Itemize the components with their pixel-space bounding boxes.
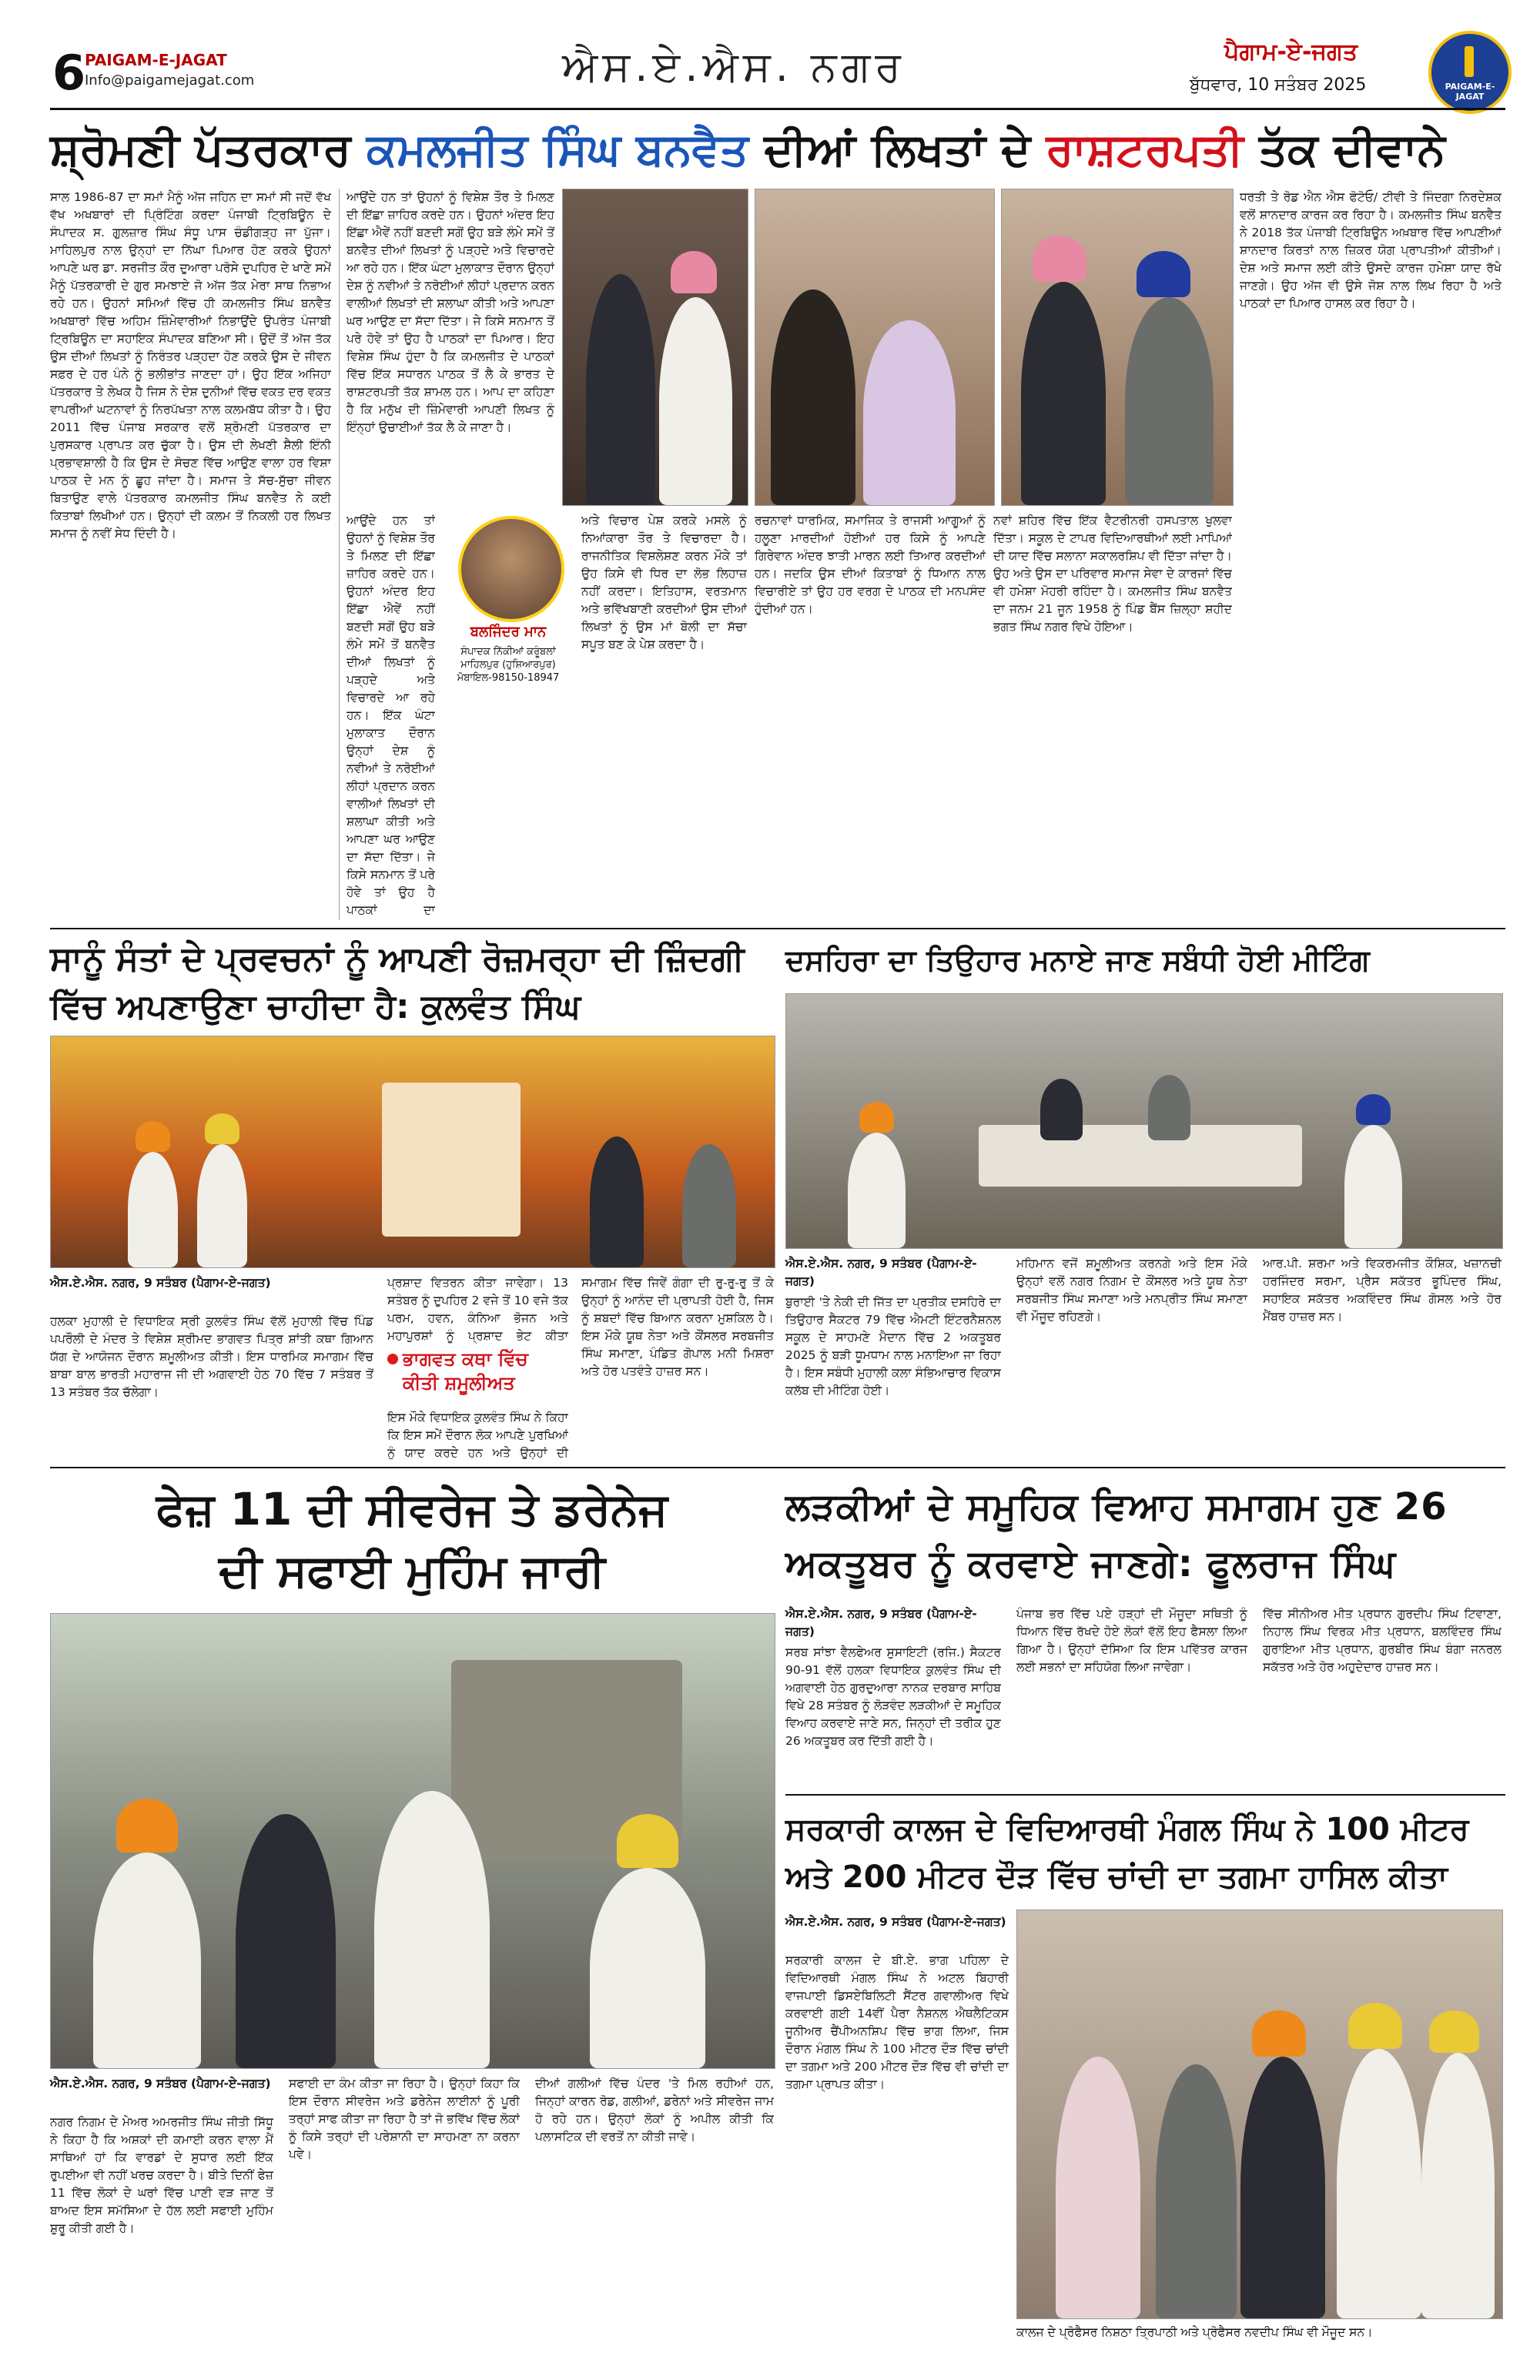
lead-column-3: ਅਤੇ ਵਿਚਾਰ ਪੇਸ਼ ਕਰਕੇ ਮਸਲੇ ਨੂੰ ਨਿਆਂਕਾਰਾ ਤੌਰ ਤੇ ਵਿਚਾਰਦਾ ਹੈ। ਰਾਜਨੀਤਿਕ ਵਿਸ਼ਲੇਸ਼ਣ ਕਰਨ ਮੌਕੇ ਤਾਂ ਉਹ ਕਿਸੇ ਵੀ ਧਿਰ ਦਾ ਲੋਭ ਲਿਹਾਜ਼ ਨਹੀਂ ਕਰਦਾ। ਇਤਿਹਾਸ, ਵਰਤਮਾਨ ਅਤੇ ਭਵਿੱਖਬਾਣੀ ਕਰਦੀਆਂ ਉਸ ਦੀਆਂ ਲਿਖਤਾਂ ਨੂੰ ਉਸ ਮਾਂ ਬੋਲੀ ਦਾ ਸੱਚਾ ਸਪੂਤ ਬਣ ਕੇ ਪੇਸ਼ ਕਰਦਾ ਹੈ। bbox=[581, 514, 747, 651]
turban-figure bbox=[1252, 2010, 1306, 2057]
author-card bbox=[443, 516, 574, 708]
headline-line: ਦੀ ਸਫਾਈ ਮੁਹਿੰਮ ਜਾਰੀ bbox=[219, 1545, 605, 1597]
lead-column-2: ਆਉਂਦੇ ਹਨ ਤਾਂ ਉਹਨਾਂ ਨੂੰ ਵਿਸ਼ੇਸ਼ ਤੌਰ ਤੇ ਮਿਲਣ ਦੀ ਇੱਛਾ ਜ਼ਾਹਿਰ ਕਰਦੇ ਹਨ। ਉਹਨਾਂ ਅੰਦਰ ਇਹ ਇੱਛਾ ਐਵੇਂ ਨਹੀਂ ਬਣਦੀ ਸਗੋਂ ਉਹ ਬੜੇ ਲੰਮੇ ਸਮੇਂ ਤੋਂ ਬਨਵੈਤ ਦੀਆਂ ਲਿਖਤਾਂ ਨੂੰ ਪੜ੍ਹਦੇ ਅਤੇ ਵਿਚਾਰਦੇ ਆ ਰਹੇ ਹਨ। ਇੱਕ ਘੰਟਾ ਮੁਲਾਕਾਤ ਦੌਰਾਨ ਉਨ੍ਹਾਂ ਦੇਸ਼ ਨੂੰ ਨਵੀਆਂ ਤੇ ਨਰੋਈਆਂ ਲੀਹਾਂ ਪ੍ਰਦਾਨ ਕਰਨ ਵਾਲੀਆਂ ਲਿਖਤਾਂ ਦੀ ਸ਼ਲਾਘਾ ਕੀਤੀ ਅਤੇ ਆਪਣਾ ਘਰ ਆਉਣ ਦਾ ਸੱਦਾ ਦਿੱਤਾ। ਜੇ ਕਿਸੇ ਸਨਮਾਨ ਤੋਂ ਪਰੇ ਹੋਵੇ ਤਾਂ ਉਹ ਹੈ ਪਾਠਕਾਂ ਦਾ ਪਿਆਰ। ਇਹ ਵਿਸ਼ੇਸ਼ ਸਿੰਘ ਹੁੰਦਾ ਹੈ ਕਿ ਕਮਲਜੀਤ ਦੇ ਪਾਠਕਾਂ ਵਿੱਚ ਇੱਕ ਸਧਾਰਨ ਪਾਠਕ ਤੋਂ ਲੈ ਕੇ ਭਾਰਤ ਦੇ ਰਾਸ਼ਟਰਪਤੀ ਤੱਕ ਸ਼ਾਮਲ ਹਨ। ਆਪ ਦਾ ਕਹਿਣਾ ਹੈ ਕਿ ਮਨੁੱਖ ਦੀ ਜ਼ਿੰਮੇਵਾਰੀ ਆਪਣੀ ਲਿਖਤ ਨੂੰ ਇੰਨ੍ਹਾਂ ਉਚਾਈਆਂ ਤੱਕ ਲੈ ਕੇ ਜਾਣਾ ਹੈ। bbox=[346, 190, 554, 434]
turban-figure bbox=[136, 1121, 170, 1152]
person-figure bbox=[586, 274, 655, 505]
person-figure bbox=[1240, 2057, 1325, 2318]
dussehra-dateline bbox=[785, 1255, 1001, 1290]
athlete-caption: ਕਾਲਜ ਦੇ ਪ੍ਰੋਫੈਸਰ ਨਿਸ਼ਠਾ ਤ੍ਰਿਪਾਠੀ ਅਤੇ ਪ੍ਰੋਫੈਸਰ ਨਵਦੀਪ ਸਿੰਘ ਵੀ ਮੌਜੂਦ ਸਨ। bbox=[1016, 2325, 1373, 2339]
dateline: ਐਸ.ਏ.ਐਸ. ਨਗਰ, 9 ਸਤੰਬਰ (ਪੈਗਾਮ-ਏ-ਜਗਤ) bbox=[50, 1276, 271, 1290]
kulwant-column-2: ਪ੍ਰਸ਼ਾਦ ਵਿਤਰਨ ਕੀਤਾ ਜਾਵੇਗਾ। 13 ਸਤੰਬਰ ਨੂੰ ਦੁਪਹਿਰ 2 ਵਜੇ ਤੋਂ 10 ਵਜੇ ਤੱਕ ਪਰਮ, ਹਵਨ, ਕੰਨਿਆ ਭੋਜਨ ਅਤੇ ਮਹਾਪੁਰਸ਼ਾਂ ਨੂੰ ਪ੍ਰਸ਼ਾਦ ਭੇਟ ਕੀਤਾ bbox=[387, 1276, 568, 1343]
section-rule bbox=[785, 1794, 1505, 1796]
sewerage-column-3: ਦੀਆਂ ਗਲੀਆਂ ਵਿੱਚ ਪੰਦਰ 'ਤੇ ਮਿਲ ਰਹੀਆਂ ਹਨ, ਜਿਨ੍ਹਾਂ ਕਾਰਨ ਰੋਡ, ਗਲੀਆਂ, ਡਰੇਨਾਂ ਅਤੇ ਸੀਵਰੇਜ ਜਾਮ ਹੋ ਰਹੇ ਹਨ। ਉਨ੍ਹਾਂ ਲੋਕਾਂ ਨੂੰ ਅਪੀਲ ਕੀਤੀ ਕਿ ਪਲਾਸਟਿਕ ਦੀ ਵਰਤੋਂ ਨਾ ਕੀਤੀ ਜਾਵੇ। bbox=[535, 2077, 774, 2144]
torch-icon bbox=[1465, 46, 1474, 77]
paper-logo bbox=[1428, 31, 1512, 114]
turban-figure bbox=[205, 1113, 239, 1144]
contact-email[interactable]: Info@paigamejagat.com bbox=[85, 72, 255, 89]
lead-column-1: ਸਾਲ 1986-87 ਦਾ ਸਮਾਂ ਮੈਨੂੰ ਅੱਜ ਜਹਿਨ ਦਾ ਸਮਾਂ ਸੀ ਜਦੋਂ ਵੱਖ ਵੱਖ ਅਖਬਾਰਾਂ ਦੀ ਪ੍ਰਿੰਟਿੰਗ ਕਰਦਾ ਪੰਜਾਬੀ ਟ੍ਰਿਬਿਊਨ ਦੇ ਸੰਪਾਦਕ ਸ. ਗੁਲਜ਼ਾਰ ਸਿੰਘ ਸੰਧੂ ਪਾਸ ਚੰਡੀਗੜ੍ਹ ਜਾ ਪੁੱਜਾ। ਮਾਹਿਲਪੁਰ ਨਾਲ ਉਨ੍ਹਾਂ ਦਾ ਨਿੱਘਾ ਪਿਆਰ ਹੋਣ ਕਰਕੇ ਉਹਨਾਂ ਆਪਣੇ ਘਰ ਡਾ. ਸਰਜੀਤ ਕੌਰ ਦੁਆਰਾ ਪਰੋਸੇ ਦੁਪਹਿਰ ਦੇ ਖਾਣੇ ਸਮੇਂ ਮੈਨੂੰ ਪੱਤਰਕਾਰੀ ਦੇ ਗੁਰ ਸਮਝਾਏ ਜੋ ਅੱਜ ਤੱਕ ਮੇਰਾ ਸਾਥ ਨਿਭਾਅ ਰਹੇ ਹਨ। ਉਹਨਾਂ ਸਮਿਆਂ ਵਿੱਚ ਹੀ ਕਮਲਜੀਤ ਸਿੰਘ ਬਨਵੈਤ ਅਖਬਾਰਾਂ ਵਿੱਚ ਅਹਿਮ ਜ਼ਿੰਮੇਵਾਰੀਆਂ ਨਿਭਾਉਂਦੇ ਉਪਰੰਤ ਪੰਜਾਬੀ ਟ੍ਰਿਬਿਊਨ ਦਾ ਸਹਾਇਕ ਸੰਪਾਦਕ ਬਣਿਆ ਸੀ। ਉਦੋਂ ਤੋਂ ਅੱਜ ਤੱਕ ਉਸ ਦੀਆਂ ਲਿਖਤਾਂ ਨੂੰ ਨਿਰੰਤਰ ਪੜ੍ਹਦਾ ਹੋਣ ਕਰਕੇ ਉਸ ਦੇ ਜੀਵਨ ਸਫ਼ਰ ਦੇ ਹਰ ਪੰਨੇ ਨੂੰ ਭਲੀਭਾਂਤ ਜਾਣਦਾ ਹਾਂ। ਉਹ ਇੱਕ ਅਜਿਹਾ ਪੱਤਰਕਾਰ ਤੇ ਲੇਖਕ ਹੈ ਜਿਸ ਨੇ ਦੇਸ਼ ਦੁਨੀਆਂ ਵਿੱਚ ਵਕਤ ਦਰ ਵਕਤ ਵਾਪਰੀਆਂ ਘਟਨਾਵਾਂ ਨੂੰ ਨਿਰਪੱਖਤਾ ਨਾਲ ਕਲਮਬੱਧ ਕੀਤਾ ਹੈ। ਉਹ 2011 ਵਿੱਚ ਪੰਜਾਬ ਸਰਕਾਰ ਵਲੋਂ ਸ਼੍ਰੋਮਣੀ ਪੱਤਰਕਾਰ ਦਾ ਪੁਰਸਕਾਰ ਪ੍ਰਾਪਤ ਕਰ ਚੁੱਕਾ ਹੈ। ਉਸ ਦੀ ਲੇਖਣੀ ਸ਼ੈਲੀ ਇੰਨੀ ਪ੍ਰਭਾਵਸ਼ਾਲੀ ਹੈ ਕਿ ਉਸ ਦੇ ਸੋਚਣ ਵਿੱਚ ਆਉਣ ਵਾਲਾ ਹਰ ਵਿਸ਼ਾ ਪਾਠਕ ਦੇ ਮਨ ਨੂੰ ਛੂਹ ਜਾਂਦਾ ਹੈ। ਸਮਾਜ ਤੇ ਸੱਚ-ਸੁੱਚਾ ਜੀਵਨ ਬਿਤਾਉਣ ਵਾਲੇ ਪੱਤਰਕਾਰ ਕਮਲਜੀਤ ਸਿੰਘ ਬਨਵੈਤ ਨੇ ਕਈ ਕਿਤਾਬਾਂ ਲਿਖੀਆਂ ਹਨ। ਉਨ੍ਹਾਂ ਦੀ ਕਲਮ ਤੋਂ ਨਿਕਲੀ ਹਰ ਲਿਖਤ ਸਮਾਜ ਨੂੰ ਨਵੀਂ ਸੇਧ ਦਿੰਦੀ ਹੈ। bbox=[50, 190, 331, 541]
turban-figure bbox=[1033, 236, 1086, 282]
person-figure bbox=[374, 1791, 490, 2068]
logo-text: PAIGAM-E-JAGAT bbox=[1445, 82, 1495, 102]
lead-column-5: ਨਵਾਂ ਸ਼ਹਿਰ ਵਿੱਚ ਇੱਕ ਵੈਟਰੀਨਰੀ ਹਸਪਤਾਲ ਖੁਲਵਾ ਦਿੱਤਾ। ਸਕੂਲ ਦੇ ਟਾਪਰ ਵਿਦਿਆਰਥੀਆਂ ਲਈ ਮਾਪਿਆਂ ਦੀ ਯਾਦ ਵਿੱਚ ਸਲਾਨਾ ਸਕਾਲਰਸ਼ਿਪ ਵੀ ਦਿੱਤਾ ਜਾਂਦਾ ਹੈ। ਉਹ ਅਤੇ ਉਸ ਦਾ ਪਰਿਵਾਰ ਸਮਾਜ ਸੇਵਾ ਦੇ ਕਾਰਜਾਂ ਵਿੱਚ ਵੀ ਹਮੇਸ਼ਾ ਮੋਹਰੀ ਰਹਿੰਦਾ ਹੈ। ਕਮਲਜੀਤ ਸਿੰਘ ਬਨਵੈਤ ਦਾ ਜਨਮ 21 ਜੂਨ 1958 ਨੂੰ ਪਿੰਡ ਬੈਂਸ ਜ਼ਿਲ੍ਹਾ ਸ਼ਹੀਦ ਭਗਤ ਸਿੰਘ ਨਗਰ ਵਿਖੇ ਹੋਇਆ। bbox=[993, 514, 1232, 634]
president-photo bbox=[562, 189, 748, 506]
section-title: ਐਸ.ਏ.ਐਸ. ਨਗਰ bbox=[562, 42, 906, 91]
kulwant-column-1: ਹਲਕਾ ਮੁਹਾਲੀ ਦੇ ਵਿਧਾਇਕ ਸ੍ਰੀ ਕੁਲਵੰਤ ਸਿੰਘ ਵੱਲੋਂ ਮੁਹਾਲੀ ਵਿੱਚ ਪਿੰਡ ਪਪਰੌਲੀ ਦੇ ਮੰਦਰ ਤੇ ਵਿਸ਼ੇਸ਼ ਸ਼੍ਰੀਮਦ ਭਾਗਵਤ ਪਿਤ੍ਰ ਸ਼ਾਂਤੀ ਕਥਾ ਗਿਆਨ ਯੱਗ ਦੇ ਆਯੋਜਨ ਦੌਰਾਨ ਸ਼ਮੂਲੀਅਤ ਕੀਤੀ। ਇਸ ਧਾਰਮਿਕ ਸਮਾਗਮ ਵਿੱਚ ਬਾਬਾ ਬਾਲ ਭਾਰਤੀ ਮਹਾਰਾਜ ਜੀ ਦੀ ਅਗਵਾਈ ਹੇਠ 70 ਵਿੱਚ 7 ਸਤੰਬਰ ਤੋਂ 13 ਸਤੰਬਰ ਤੱਕ ਚੱਲੇਗਾ। bbox=[50, 1314, 373, 1399]
person-figure bbox=[590, 1136, 644, 1267]
lead-headline-president: ਰਾਸ਼ਟਰਪਤੀ bbox=[1046, 123, 1244, 176]
sewerage-drive-photo bbox=[50, 1613, 775, 2069]
person-figure bbox=[197, 1144, 247, 1267]
turban-figure bbox=[1356, 1094, 1391, 1125]
person-figure bbox=[236, 1814, 336, 2068]
marriage-headline bbox=[785, 1478, 1448, 1592]
author-photo-sons bbox=[1001, 189, 1234, 506]
author-avatar bbox=[458, 516, 564, 622]
lead-headline-part: ਤੱਕ ਦੀਵਾਨੇ bbox=[1243, 123, 1445, 176]
lead-headline bbox=[50, 123, 1445, 176]
sewerage-dateline bbox=[50, 2075, 273, 2093]
subhead-text: ਭਾਗਵਤ ਕਥਾ ਵਿੱਚ ਕੀਤੀ ਸ਼ਮੂਲੀਅਤ bbox=[403, 1348, 528, 1394]
dussehra-headline: ਦਸਹਿਰਾ ਦਾ ਤਿਉਹਾਰ ਮਨਾਏ ਜਾਣ ਸਬੰਧੀ ਹੋਈ ਮੀਟਿੰਗ bbox=[785, 943, 1370, 977]
section-rule bbox=[50, 1467, 1505, 1468]
person-figure bbox=[1125, 297, 1214, 505]
headline-line: ਸਰਕਾਰੀ ਕਾਲਜ ਦੇ ਵਿਦਿਆਰਥੀ ਮੰਗਲ ਸਿੰਘ ਨੇ 100 ਮੀਟਰ bbox=[785, 1812, 1469, 1847]
turban-figure bbox=[1137, 251, 1190, 297]
athlete-headline bbox=[785, 1806, 1469, 1901]
turban-figure bbox=[671, 251, 717, 293]
family-photo bbox=[755, 189, 995, 506]
headline-line: ਲੜਕੀਆਂ ਦੇ ਸਮੂਹਿਕ ਵਿਆਹ ਸਮਾਗਮ ਹੁਣ 26 bbox=[785, 1485, 1448, 1528]
headline-line: ਅਤੇ 200 ਮੀਟਰ ਦੌੜ ਵਿੱਚ ਚਾਂਦੀ ਦਾ ਤਗਮਾ ਹਾਸਿਲ ਕੀਤਾ bbox=[785, 1859, 1448, 1895]
paper-name: ਪੈਗਾਮ-ਏ-ਜਗਤ bbox=[1224, 38, 1358, 65]
kulwant-dateline bbox=[50, 1274, 373, 1292]
header-rule bbox=[50, 108, 1505, 110]
turban-figure bbox=[859, 1102, 894, 1133]
dateline: ਐਸ.ਏ.ਐਸ. ਨਗਰ, 9 ਸਤੰਬਰ (ਪੈਗਾਮ-ਏ-ਜਗਤ) bbox=[785, 1257, 977, 1288]
marriage-column-1: ਸਰਬ ਸਾਂਝਾ ਵੈਲਫੇਅਰ ਸੁਸਾਇਟੀ (ਰਜਿ.) ਸੈਕਟਰ 90-91 ਵੱਲੋਂ ਹਲਕਾ ਵਿਧਾਇਕ ਕੁਲਵੰਤ ਸਿੰਘ ਦੀ ਅਗਵਾਈ ਹੇਠ ਗੁਰਦੁਆਰਾ ਨਾਨਕ ਦਰਬਾਰ ਸਾਹਿਬ ਵਿਖੇ 28 ਸਤੰਬਰ ਨੂੰ ਲੋੜਵੰਦ ਲੜਕੀਆਂ ਦੇ ਸਮੂਹਿਕ ਵਿਆਹ ਕਰਵਾਏ ਜਾਣੇ ਸਨ, ਜਿਨ੍ਹਾਂ ਦੀ ਤਰੀਕ ਹੁਣ 26 ਅਕਤੂਬਰ ਕਰ ਦਿੱਤੀ ਗਈ ਹੈ। bbox=[785, 1645, 1001, 1748]
marriage-dateline bbox=[785, 1605, 1001, 1641]
brand-name: PAIGAM-E-JAGAT bbox=[85, 51, 227, 69]
lead-column-4: ਰਚਨਾਵਾਂ ਧਾਰਮਿਕ, ਸਮਾਜਿਕ ਤੇ ਰਾਜਸੀ ਆਗੂਆਂ ਨੂੰ ਹਲੂਣਾ ਮਾਰਦੀਆਂ ਹੋਈਆਂ ਹਰ ਕਿਸੇ ਨੂੰ ਆਪਣੇ ਗਿਰੇਵਾਨ ਅੰਦਰ ਝਾਤੀ ਮਾਰਨ ਲਈ ਤਿਆਰ ਕਰਦੀਆਂ ਹਨ। ਜਦਕਿ ਉਸ ਦੀਆਂ ਕਿਤਾਬਾਂ ਨੂੰ ਧਿਆਨ ਨਾਲ ਵਿਚਾਰੀਏ ਤਾਂ ਉਹ ਹਰ ਵਰਗ ਦੇ ਪਾਠਕ ਦੀ ਮਨਪਸੰਦ ਹੁੰਦੀਆਂ ਹਨ। bbox=[755, 514, 986, 616]
sewerage-column-1: ਨਗਰ ਨਿਗਮ ਦੇ ਮੇਅਰ ਅਮਰਜੀਤ ਸਿੰਘ ਜੀਤੀ ਸਿੱਧੂ ਨੇ ਕਿਹਾ ਹੈ ਕਿ ਅਸ਼ਕਾਂ ਦੀ ਕਮਾਈ ਕਰਨ ਵਾਲਾ ਮੈਂ ਸਾਥਿਆਂ ਹਾਂ ਕਿ ਵਾਰਡਾਂ ਦੇ ਸੁਧਾਰ ਲਈ ਇੱਕ ਰੁਪਈਆ ਵੀ ਨਹੀਂ ਖਰਚ ਕਰਦਾ ਹੈ। ਬੀਤੇ ਦਿਨੀਂ ਫੇਜ਼ 11 ਵਿੱਚ ਲੋਕਾਂ ਦੇ ਘਰਾਂ ਵਿੱਚ ਪਾਣੀ ਵੜ ਜਾਣ ਤੋਂ ਬਾਅਦ ਇਸ ਸਮੱਸਿਆ ਦੇ ਹੱਲ ਲਈ ਸਫਾਈ ਮੁਹਿੰਮ ਸ਼ੁਰੂ ਕੀਤੀ ਗਈ ਹੈ। bbox=[50, 2115, 273, 2235]
section-rule bbox=[50, 928, 1505, 929]
author-meta: ਸੰਪਾਦਕ ਨਿੱਕੀਆਂ ਕਰੂੰਬਲਾਂ ਮਾਹਿਲਪੁਰ (ਹੁਸ਼ਿਆਰਪੁਰ) ਮੋਬਾਇਲ-98150-18947 bbox=[457, 646, 560, 684]
athlete-dateline bbox=[785, 1913, 1009, 1931]
kulwant-column-3: ਸਮਾਗਮ ਵਿੱਚ ਜਿਵੇਂ ਗੰਗਾ ਦੀ ਰੁ-ਰੁ-ਰੁ ਤੋਂ ਕੇ ਉਨ੍ਹਾਂ ਨੂੰ ਆਨੰਦ ਦੀ ਪ੍ਰਾਪਤੀ ਹੋਈ ਹੈ, ਜਿਸ ਨੂੰ ਸ਼ਬਦਾਂ ਵਿੱਚ ਬਿਆਨ ਕਰਨਾ ਮੁਸ਼ਕਿਲ ਹੈ। ਇਸ ਮੌਕੇ ਯੂਥ ਨੇਤਾ ਅਤੇ ਕੌਂਸਲਰ ਸਰਬਜੀਤ ਸਿੰਘ ਸਮਾਣਾ, ਪੰਡਿਤ ਗੋਪਾਲ ਮਨੀ ਮਿਸ਼ਰਾ ਅਤੇ ਹੋਰ ਪਤਵੰਤੇ ਹਾਜ਼ਰ ਸਨ। bbox=[581, 1276, 774, 1378]
bullet-icon bbox=[387, 1354, 398, 1364]
lead-column-2b: ਆਉਂਦੇ ਹਨ ਤਾਂ ਉਹਨਾਂ ਨੂੰ ਵਿਸ਼ੇਸ਼ ਤੌਰ ਤੇ ਮਿਲਣ ਦੀ ਇੱਛਾ ਜ਼ਾਹਿਰ ਕਰਦੇ ਹਨ। ਉਹਨਾਂ ਅੰਦਰ ਇਹ ਇੱਛਾ ਐਵੇਂ ਨਹੀਂ ਬਣਦੀ ਸਗੋਂ ਉਹ ਬੜੇ ਲੰਮੇ ਸਮੇਂ ਤੋਂ ਬਨਵੈਤ ਦੀਆਂ ਲਿਖਤਾਂ ਨੂੰ ਪੜ੍ਹਦੇ ਅਤੇ ਵਿਚਾਰਦੇ ਆ ਰਹੇ ਹਨ। ਇੱਕ ਘੰਟਾ ਮੁਲਾਕਾਤ ਦੌਰਾਨ ਉਨ੍ਹਾਂ ਦੇਸ਼ ਨੂੰ ਨਵੀਆਂ ਤੇ ਨਰੋਈਆਂ ਲੀਹਾਂ ਪ੍ਰਦਾਨ ਕਰਨ ਵਾਲੀਆਂ ਲਿਖਤਾਂ ਦੀ ਸ਼ਲਾਘਾ ਕੀਤੀ ਅਤੇ ਆਪਣਾ ਘਰ ਆਉਣ ਦਾ ਸੱਦਾ ਦਿੱਤਾ। ਜੇ ਕਿਸੇ ਸਨਮਾਨ ਤੋਂ ਪਰੇ ਹੋਵੇ ਤਾਂ ਉਹ ਹੈ ਪਾਠਕਾਂ ਦਾ bbox=[346, 514, 435, 917]
headline-line: ਅਕਤੂਬਰ ਨੂੰ ਕਰਵਾਏ ਜਾਣਗੇ: ਫੂਲਰਾਜ ਸਿੰਘ bbox=[785, 1542, 1397, 1585]
person-figure bbox=[1421, 2053, 1495, 2318]
issue-date: ਬੁੱਧਵਾਰ, 10 ਸਤੰਬਰ 2025 bbox=[1190, 75, 1367, 95]
dateline: ਐਸ.ਏ.ਐਸ. ਨਗਰ, 9 ਸਤੰਬਰ (ਪੈਗਾਮ-ਏ-ਜਗਤ) bbox=[785, 1915, 1006, 1929]
headline-line: ਫੇਜ਼ 11 ਦੀ ਸੀਵਰੇਜ ਤੇ ਡਰੇਨੇਜ bbox=[156, 1483, 668, 1535]
dateline: ਐਸ.ਏ.ਐਸ. ਨਗਰ, 9 ਸਤੰਬਰ (ਪੈਗਾਮ-ਏ-ਜਗਤ) bbox=[50, 2077, 271, 2090]
dussehra-column-2: ਮਹਿਮਾਨ ਵਜੋਂ ਸ਼ਮੂਲੀਅਤ ਕਰਨਗੇ ਅਤੇ ਇਸ ਮੌਕੇ ਉਨ੍ਹਾਂ ਵਲੋਂ ਨਗਰ ਨਿਗਮ ਦੇ ਕੌਂਸਲਰ ਅਤੇ ਯੂਥ ਨੇਤਾ ਸਰਬਜੀਤ ਸਿੰਘ ਸਮਾਣਾ ਅਤੇ ਮਨਪ੍ਰੀਤ ਸਿੰਘ ਸਮਾਣਾ ਵੀ ਮੌਜੂਦ ਰਹਿਣਗੇ। bbox=[1016, 1257, 1247, 1324]
marriage-column-3: ਵਿੱਚ ਸੀਨੀਅਰ ਮੀਤ ਪ੍ਰਧਾਨ ਗੁਰਦੀਪ ਸਿੰਘ ਟਿਵਾਣਾ, ਨਿਹਾਲ ਸਿੰਘ ਵਿਰਕ ਮੀਤ ਪ੍ਰਧਾਨ, ਬਲਵਿੰਦਰ ਸਿੰਘ ਗੁਰਾਇਆ ਮੀਤ ਪ੍ਰਧਾਨ, ਗੁਰਬੀਰ ਸਿੰਘ ਬੰਗਾ ਜਨਰਲ ਸਕੱਤਰ ਅਤੇ ਹੋਰ ਅਹੁਦੇਦਾਰ ਹਾਜ਼ਰ ਸਨ। bbox=[1263, 1607, 1502, 1674]
kulwant-column-2b: ਇਸ ਮੌਕੇ ਵਿਧਾਇਕ ਕੁਲਵੰਤ ਸਿੰਘ ਨੇ ਕਿਹਾ ਕਿ ਇਸ ਸਮੇਂ ਦੌਰਾਨ ਲੋਕ ਆਪਣੇ ਪੁਰਖਿਆਂ ਨੂੰ ਯਾਦ ਕਰਦੇ ਹਨ ਅਤੇ ਉਨ੍ਹਾਂ ਦੀ bbox=[387, 1411, 568, 1459]
person-figure bbox=[1344, 1125, 1402, 1248]
person-figure bbox=[771, 290, 855, 505]
person-figure bbox=[1148, 1075, 1190, 1140]
lead-headline-part: ਸ਼੍ਰੋਮਣੀ ਪੱਤਰਕਾਰ bbox=[50, 123, 367, 176]
person-figure bbox=[1056, 2057, 1140, 2318]
turban-figure bbox=[617, 1814, 678, 1868]
medal-photo bbox=[1016, 1910, 1503, 2319]
lead-column-6: ਧਰਤੀ ਤੇ ਰੋਡ ਐਨ ਐਸ ਫੋਟੋਓ/ ਟੀਵੀ ਤੇ ਜਿੰਦਗਾ ਨਿਰਦੇਸ਼ਕ ਵਲੋਂ ਸ਼ਾਨਦਾਰ ਕਾਰਜ ਕਰ ਰਿਹਾ ਹੈ। ਕਮਲਜੀਤ ਸਿੰਘ ਬਨਵੈਤ ਨੇ 2018 ਤੱਕ ਪੰਜਾਬੀ ਟ੍ਰਿਬਿਊਨ ਅਖ਼ਬਾਰ ਵਿੱਚ ਆਪਣੀਆਂ ਸ਼ਾਨਦਾਰ ਕਿਰਤਾਂ ਨਾਲ ਜ਼ਿਕਰ ਯੋਗ ਪ੍ਰਾਪਤੀਆਂ ਕੀਤੀਆਂ। ਦੇਸ਼ ਅਤੇ ਸਮਾਜ ਲਈ ਕੀਤੇ ਉਸਦੇ ਕਾਰਜ ਹਮੇਸ਼ਾ ਯਾਦ ਰੱਖੇ ਜਾਣਗੇ। ਉਹ ਅੱਜ ਵੀ ਉਸੇ ਜੋਸ਼ ਨਾਲ ਲਿਖ ਰਿਹਾ ਹੈ ਅਤੇ ਪਾਠਕਾਂ ਦਾ ਪਿਆਰ ਹਾਸਲ ਕਰ ਰਿਹਾ ਹੈ। bbox=[1240, 190, 1502, 310]
dateline: ਐਸ.ਏ.ਐਸ. ਨਗਰ, 9 ਸਤੰਬਰ (ਪੈਗਾਮ-ਏ-ਜਗਤ) bbox=[785, 1607, 977, 1639]
sewerage-headline bbox=[50, 1478, 774, 1602]
marriage-column-2: ਪੰਜਾਬ ਭਰ ਵਿੱਚ ਪਏ ਹੜ੍ਹਾਂ ਦੀ ਮੌਜੂਦਾ ਸਥਿਤੀ ਨੂੰ ਧਿਆਨ ਵਿੱਚ ਰੱਖਦੇ ਹੋਏ ਲੋਕਾਂ ਵੱਲੋਂ ਇਹ ਫੈਸਲਾ ਲਿਆ ਗਿਆ ਹੈ। ਉਨ੍ਹਾਂ ਦੱਸਿਆ ਕਿ ਇਸ ਪਵਿੱਤਰ ਕਾਰਜ ਲਈ ਸਭਨਾਂ ਦਾ ਸਹਿਯੋਗ ਲਿਆ ਜਾਵੇਗਾ। bbox=[1016, 1607, 1247, 1674]
meeting-table bbox=[979, 1125, 1302, 1187]
dussehra-column-1: ਬੁਰਾਈ 'ਤੇ ਨੇਕੀ ਦੀ ਜਿੱਤ ਦਾ ਪ੍ਰਤੀਕ ਦਸਹਿਰੇ ਦਾ ਤਿਉਹਾਰ ਸੈਕਟਰ 79 ਵਿੱਚ ਐਮਟੀ ਇੰਟਰਨੈਸ਼ਨਲ ਸਕੂਲ ਦੇ ਸਾਹਮਣੇ ਮੈਦਾਨ ਵਿੱਚ 2 ਅਕਤੂਬਰ 2025 ਨੂੰ ਬੜੀ ਧੂਮਧਾਮ ਨਾਲ ਮਨਾਇਆ ਜਾ ਰਿਹਾ ਹੈ। ਇਸ ਸਬੰਧੀ ਮੁਹਾਲੀ ਕਲਾ ਸੰਭਿਆਚਾਰ ਵਿਕਾਸ ਕਲੱਬ ਦੀ ਮੀਟਿੰਗ ਹੋਈ। bbox=[785, 1295, 1001, 1398]
dussehra-column-3: ਆਰ.ਪੀ. ਸ਼ਰਮਾ ਅਤੇ ਵਿਕਰਮਜੀਤ ਕੌਸ਼ਿਕ, ਖਜ਼ਾਨਚੀ ਹਰਜਿੰਦਰ ਸਰਮਾ, ਪ੍ਰੈਸ ਸਕੱਤਰ ਭੂਪਿੰਦਰ ਸਿੰਘ, ਸਹਾਇਕ ਸਕੱਤਰ ਅਕਵਿੰਦਰ ਸਿੰਘ ਗੋਸਲ ਅਤੇ ਹੋਰ ਮੈਂਬਰ ਹਾਜ਼ਰ ਸਨ। bbox=[1263, 1257, 1502, 1324]
author-name: ਬਲਜਿੰਦਰ ਮਾਨ bbox=[470, 624, 547, 640]
kulwant-event-photo bbox=[50, 1036, 775, 1268]
lead-headline-part: ਦੀਆਂ ਲਿਖਤਾਂ ਦੇ bbox=[748, 123, 1046, 176]
page-number: 6 bbox=[52, 45, 86, 101]
person-figure bbox=[863, 320, 956, 505]
kulwant-headline: ਸਾਨੂੰ ਸੰਤਾਂ ਦੇ ਪ੍ਰਵਚਨਾਂ ਨੂੰ ਆਪਣੀ ਰੋਜ਼ਮਰ੍ਹਾ ਦੀ ਜ਼ਿੰਦਗੀ ਵਿੱਚ ਅਪਣਾਉਣਾ ਚਾਹੀਦਾ ਹੈ: ਕੁਲਵੰਤ ਸਿੰਘ bbox=[50, 939, 745, 1026]
person-figure bbox=[1337, 2049, 1421, 2318]
altar bbox=[382, 1083, 521, 1237]
person-figure bbox=[128, 1152, 178, 1267]
person-figure bbox=[848, 1133, 906, 1248]
person-figure bbox=[1040, 1079, 1083, 1140]
athlete-column-1: ਸਰਕਾਰੀ ਕਾਲਜ ਦੇ ਬੀ.ਏ. ਭਾਗ ਪਹਿਲਾ ਦੇ ਵਿਦਿਆਰਥੀ ਮੰਗਲ ਸਿੰਘ ਨੇ ਅਟਲ ਬਿਹਾਰੀ ਵਾਜਪਾਈ ਡਿਸਏਬਿਲਿਟੀ ਸੈਂਟਰ ਗਵਾਲੀਅਰ ਵਿਖੇ ਕਰਵਾਈ ਗਈ 14ਵੀਂ ਪੈਰਾ ਨੈਸ਼ਨਲ ਐਥਲੈਟਿਕਸ ਜੂਨੀਅਰ ਚੈਂਪੀਅਨਸ਼ਿਪ ਵਿੱਚ ਭਾਗ ਲਿਆ, ਜਿਸ ਦੌਰਾਨ ਮੰਗਲ ਸਿੰਘ ਨੇ 100 ਮੀਟਰ ਦੌੜ ਵਿੱਚ ਚਾਂਦੀ ਦਾ ਤਗਮਾ ਅਤੇ 200 ਮੀਟਰ ਦੌੜ ਵਿੱਚ ਵੀ ਚਾਂਦੀ ਦਾ ਤਗਮਾ ਪ੍ਰਾਪਤ ਕੀਤਾ। bbox=[785, 1953, 1009, 2091]
person-figure bbox=[659, 297, 732, 505]
sewerage-column-2: ਸਫਾਈ ਦਾ ਕੰਮ ਕੀਤਾ ਜਾ ਰਿਹਾ ਹੈ। ਉਨ੍ਹਾਂ ਕਿਹਾ ਕਿ ਇਸ ਦੌਰਾਨ ਸੀਵਰੇਜ ਅਤੇ ਡਰੇਨੇਜ ਲਾਈਨਾਂ ਨੂੰ ਪੂਰੀ ਤਰ੍ਹਾਂ ਸਾਫ ਕੀਤਾ ਜਾ ਰਿਹਾ ਹੈ ਤਾਂ ਜੋ ਭਵਿੱਖ ਵਿੱਚ ਲੋਕਾਂ ਨੂੰ ਕਿਸੇ ਤਰ੍ਹਾਂ ਦੀ ਪਰੇਸ਼ਾਨੀ ਦਾ ਸਾਹਮਣਾ ਨਾ ਕਰਨਾ ਪਵੇ। bbox=[289, 2077, 520, 2161]
person-figure bbox=[590, 1868, 705, 2068]
column-divider bbox=[339, 189, 340, 920]
person-figure bbox=[1021, 282, 1106, 505]
turban-figure bbox=[1429, 2010, 1479, 2053]
person-figure bbox=[93, 1853, 201, 2068]
person-figure bbox=[682, 1144, 736, 1267]
turban-figure bbox=[1348, 2003, 1402, 2049]
person-figure bbox=[1156, 2064, 1237, 2318]
lead-headline-name: ਕਮਲਜੀਤ ਸਿੰਘ ਬਨਵੈਤ bbox=[366, 123, 749, 176]
turban-figure bbox=[116, 1799, 178, 1853]
dussehra-meeting-photo bbox=[785, 993, 1503, 1249]
